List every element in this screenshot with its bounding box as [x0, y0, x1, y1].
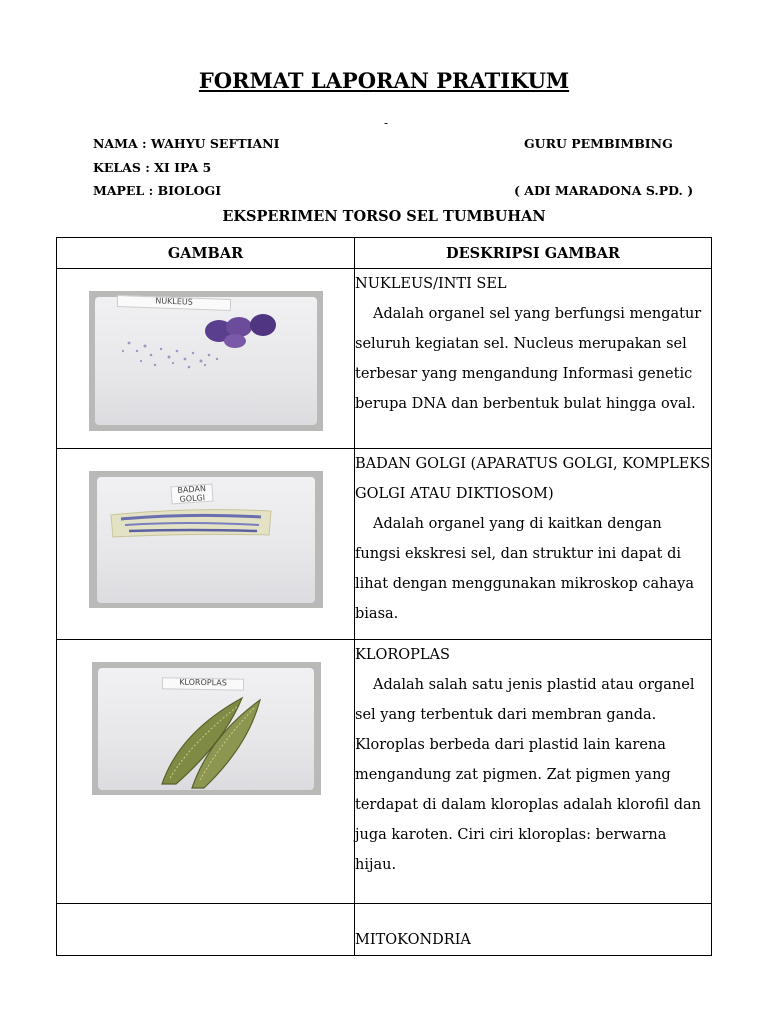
chloroplast-model — [92, 662, 321, 795]
column-header-gambar: GAMBAR — [57, 238, 355, 269]
image-cell-kloroplas — [57, 640, 355, 904]
table-row — [57, 269, 712, 449]
photo-nucleus — [89, 291, 323, 431]
photo-golgi — [89, 471, 323, 608]
student-class: KELAS : XI IPA 5 — [93, 160, 212, 175]
photo-label: BADAN GOLGI — [170, 484, 213, 505]
organelle-description: Adalah organel yang di kaitkan dengan fungsi ekskresi sel, dan struktur ini dapat di lihat dengan menggunakan mikroskop cahaya biasa. — [355, 516, 694, 622]
organelle-heading: NUKLEUS/INTI SEL — [355, 276, 507, 292]
organelle-description: Adalah salah satu jenis plastid atau organel sel yang terbentuk dari membran ganda. Kloroplas berbeda dari plastid lain karena mengandung zat pigmen. Zat pigmen yang terdapat di dalam kloroplas adalah klorofil dan juga karoten. Ciri ciri kloroplas: berwarna hijau. — [355, 677, 701, 873]
section-title: EKSPERIMEN TORSO SEL TUMBUHAN — [222, 208, 546, 225]
description-cell-nucleus — [355, 269, 712, 449]
golgi-model — [89, 471, 323, 608]
report-table — [56, 237, 712, 956]
description-cell-kloroplas — [355, 640, 712, 904]
photo-label: KLOROPLAS — [162, 677, 244, 690]
nucleus-model — [89, 291, 323, 431]
image-cell-mitokondria — [57, 904, 355, 956]
document-title: FORMAT LAPORAN PRATIKUM — [198, 68, 570, 93]
photo-label: NUKLEUS — [117, 295, 231, 311]
dash-mark: - — [384, 116, 389, 130]
subject: MAPEL : BIOLOGI — [93, 183, 222, 198]
image-cell-nucleus — [57, 269, 355, 449]
student-name: NAMA : WAHYU SEFTIANI — [93, 136, 280, 151]
description-cell-mitokondria — [355, 904, 712, 956]
image-cell-golgi — [57, 449, 355, 640]
table-row — [57, 449, 712, 640]
teacher-label: GURU PEMBIMBING — [524, 136, 673, 151]
table-row — [57, 904, 712, 956]
photo-kloroplas — [92, 662, 321, 795]
organelle-heading: KLOROPLAS — [355, 647, 450, 663]
organelle-description: Adalah organel sel yang berfungsi mengatur seluruh kegiatan sel. Nucleus merupakan sel terbesar yang mengandung Informasi genetic berupa DNA dan berbentuk bulat hingga oval. — [355, 306, 702, 412]
teacher-name: ( ADI MARADONA S.PD. ) — [514, 183, 694, 198]
description-cell-golgi — [355, 449, 712, 640]
table-header-row — [57, 238, 712, 269]
column-header-deskripsi: DESKRIPSI GAMBAR — [355, 238, 712, 269]
organelle-heading: BADAN GOLGI (APARATUS GOLGI, KOMPLEKS GOLGI ATAU DIKTIOSOM) — [355, 456, 711, 502]
table-row — [57, 640, 712, 904]
organelle-heading: MITOKONDRIA — [355, 932, 471, 948]
